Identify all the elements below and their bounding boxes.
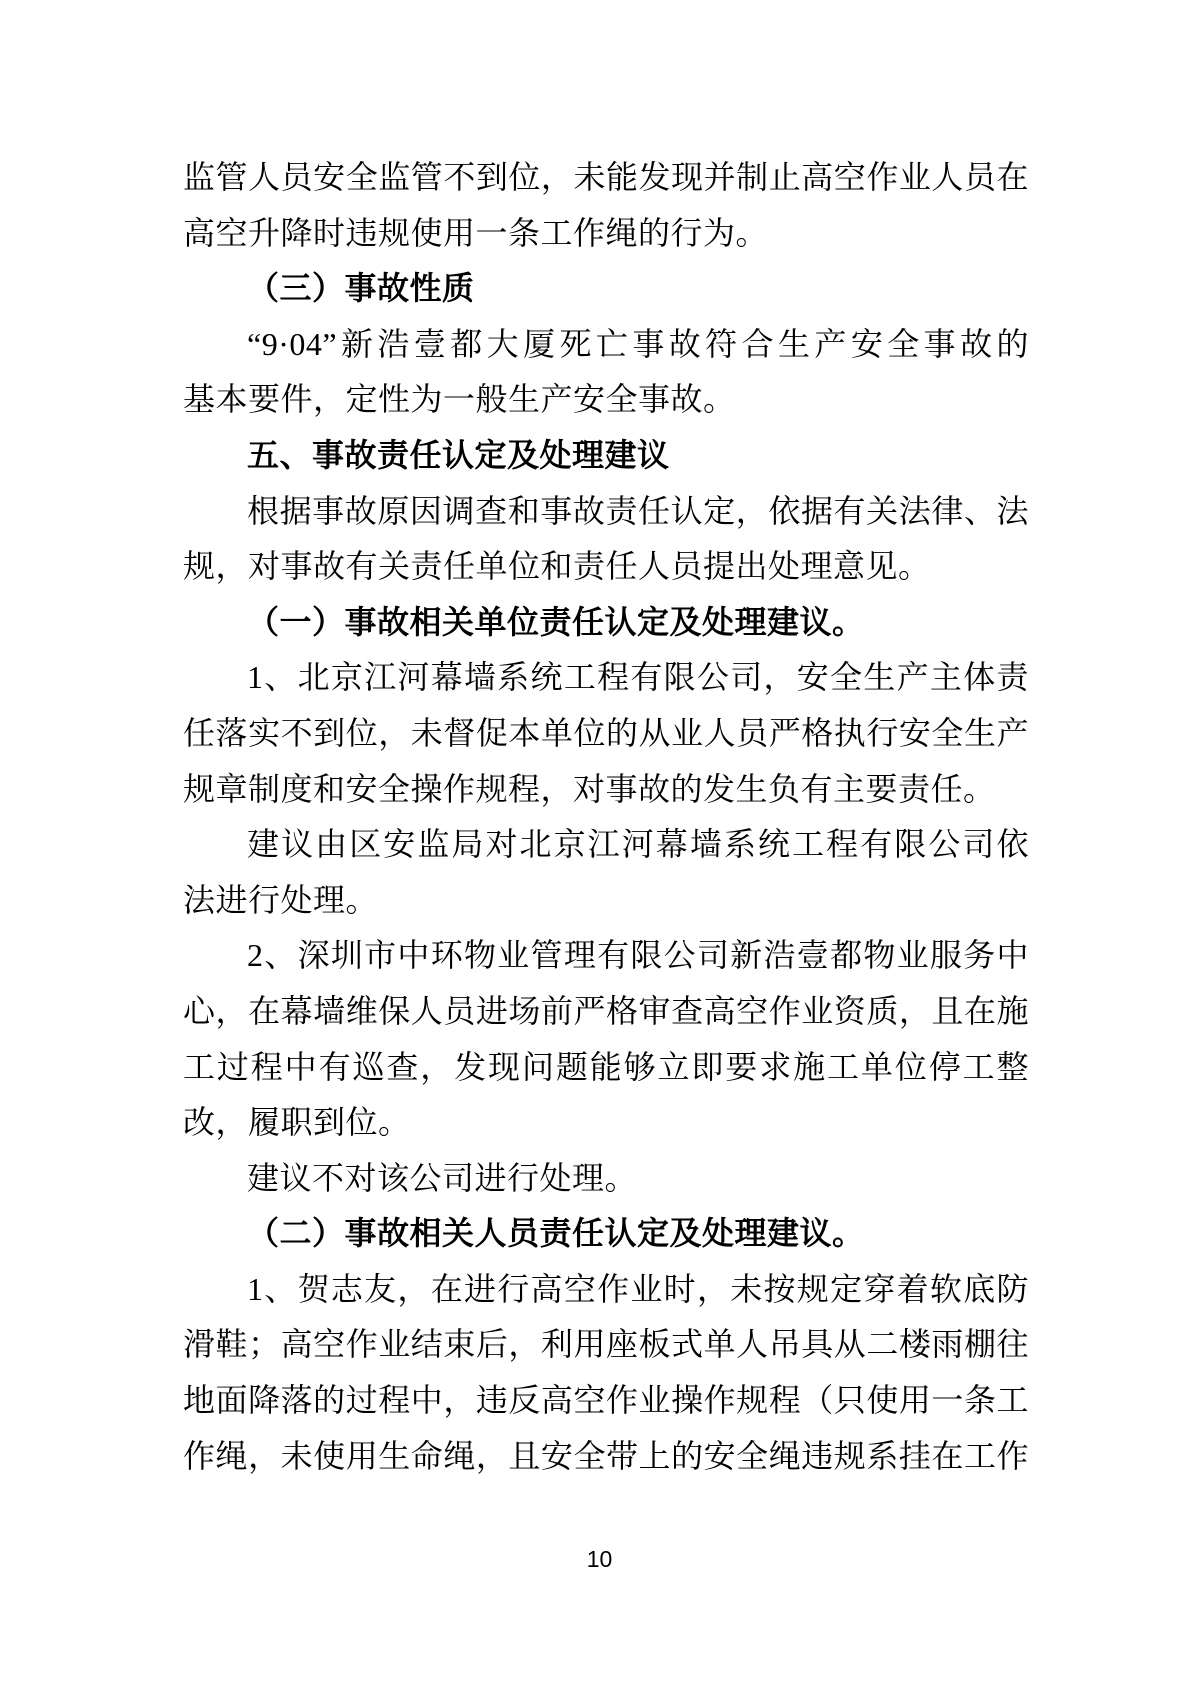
body-line: 2、深圳市中环物业管理有限公司新浩壹都物业服务中: [247, 937, 1029, 974]
body-line: 法进行处理。: [183, 881, 379, 918]
section-heading: （三）事故性质: [247, 270, 475, 307]
body-line: 监管人员安全监管不到位，未能发现并制止高空作业人员在: [183, 159, 1029, 195]
body-line: 规，对事故有关责任单位和责任人员提出处理意见。: [183, 548, 931, 585]
body-line: 根据事故原因调查和事故责任认定，依据有关法律、法: [247, 492, 1029, 529]
body-line: 改，履职到位。: [183, 1104, 411, 1141]
body-line: 建议由区安监局对北京江河幕墙系统工程有限公司依: [247, 826, 1029, 863]
body-line: 工过程中有巡查，发现问题能够立即要求施工单位停工整: [183, 1048, 1029, 1085]
body-line: 地面降落的过程中，违反高空作业操作规程（只使用一条工: [183, 1382, 1029, 1419]
body-line: 任落实不到位，未督促本单位的从业人员严格执行安全生产: [183, 714, 1029, 751]
body-line: 基本要件，定性为一般生产安全事故。: [183, 381, 736, 418]
body-line: 高空升降时违规使用一条工作绳的行为。: [183, 214, 769, 251]
body-line: 1、贺志友，在进行高空作业时，未按规定穿着软底防: [247, 1270, 1029, 1307]
section-heading: （二）事故相关人员责任认定及处理建议。: [247, 1215, 865, 1252]
body-line: 心，在幕墙维保人员进场前严格审查高空作业资质，且在施: [183, 992, 1029, 1029]
section-heading: （一）事故相关单位责任认定及处理建议。: [247, 603, 865, 640]
body-line: 1、北京江河幕墙系统工程有限公司，安全生产主体责: [247, 659, 1029, 696]
section-heading: 五、事故责任认定及处理建议: [247, 436, 670, 473]
document-body: [183, 150, 1029, 1484]
body-line: 作绳，未使用生命绳，且安全带上的安全绳违规系挂在工作: [183, 1437, 1029, 1474]
body-line: 规章制度和安全操作规程，对事故的发生负有主要责任。: [183, 770, 996, 807]
body-line: “9·04”新浩壹都大厦死亡事故符合生产安全事故的: [247, 325, 1029, 362]
page-number: 10: [586, 1546, 613, 1572]
body-line: 滑鞋；高空作业结束后，利用座板式单人吊具从二楼雨棚往: [183, 1326, 1029, 1363]
body-line: 建议不对该公司进行处理。: [247, 1159, 638, 1196]
